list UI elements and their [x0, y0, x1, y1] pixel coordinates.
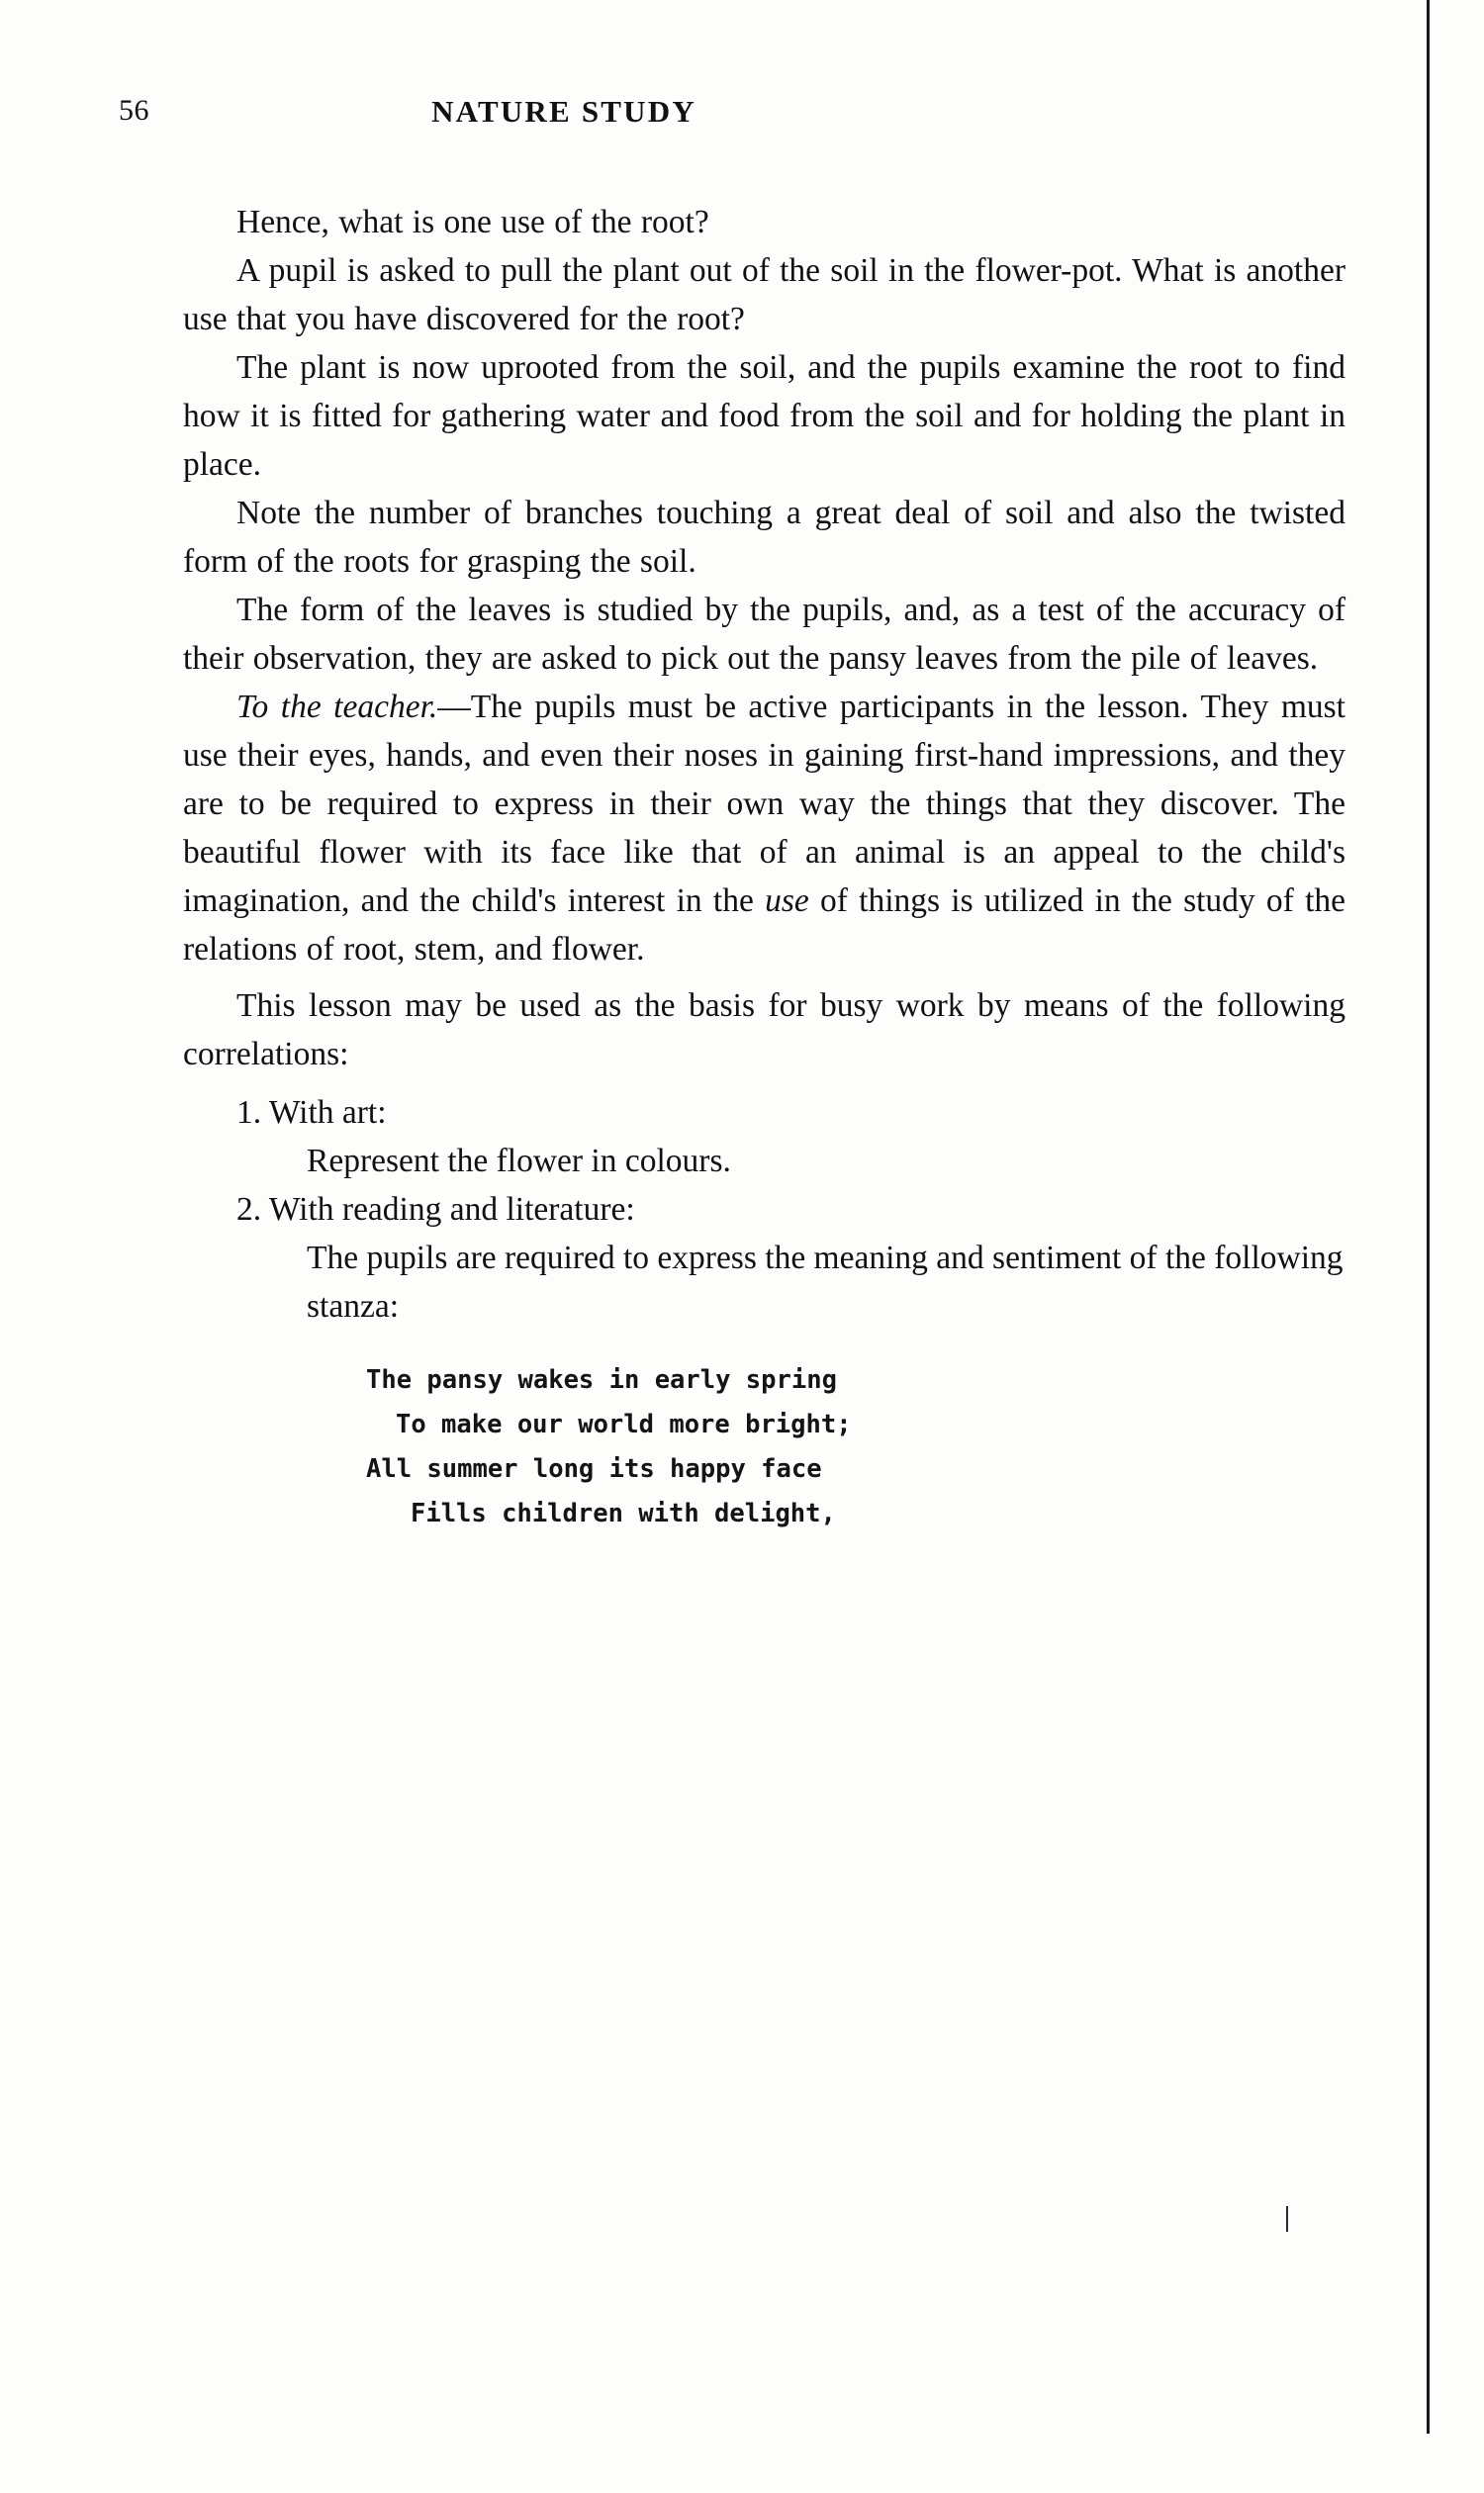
correlation-1-number: 1. With art: [236, 1094, 387, 1131]
correlations-list [183, 1088, 1345, 1331]
paragraph-spacer [183, 973, 1345, 981]
list-item [183, 1088, 1345, 1185]
page-edge-rule [1427, 0, 1430, 2434]
paragraph-5: The form of the leaves is studied by the pupils, and, as a test of the accuracy of their observation, they are asked to pick out the pansy leaves from the pile of leaves. [183, 592, 1345, 677]
verse-line-2: To make our world more bright; [396, 1410, 852, 1439]
correlation-2-text: The pupils are required to express the meaning and sentiment of the following stanza: [307, 1240, 1344, 1325]
paragraph-1: Hence, what is one use of the root? [236, 204, 709, 240]
verse-line-4: Fills children with delight, [411, 1499, 836, 1528]
verse-line-3: All summer long its happy face [366, 1454, 822, 1484]
paragraph-2: A pupil is asked to pull the plant out of the soil in the flower-pot. What is another use that you have discovered for the root? [183, 252, 1345, 337]
running-head: NATURE STUDY [431, 94, 696, 129]
emphasis-use: use [765, 882, 809, 919]
list-item [183, 1185, 1345, 1331]
verse-line-1: The pansy wakes in early spring [366, 1365, 837, 1395]
paragraph-6-to-the-teacher [183, 683, 1345, 973]
paragraph-6-part-1: —The pupils must be active participants in the lesson. They must use their eyes, hands, and even their noses in gaining first-hand impressions, and they are to be required to express in their own way the things that they discover. The beautiful flower with its face like that of an animal is an appeal to the child's imagination, and the child's interest in the [183, 689, 1345, 919]
page-footer-mark [1286, 2206, 1288, 2232]
paragraph-7: This lesson may be used as the basis for busy work by means of the following correlations: [183, 987, 1345, 1072]
verse-stanza [183, 1358, 1345, 1536]
body-text-column [183, 198, 1345, 1536]
correlation-1-text: Represent the flower in colours. [307, 1143, 731, 1179]
correlation-2-number: 2. With reading and literature: [236, 1191, 635, 1228]
page-number: 56 [119, 94, 149, 127]
paragraph-4: Note the number of branches touching a great deal of soil and also the twisted form of the roots for grasping the soil. [183, 495, 1345, 580]
paragraph-3: The plant is now uprooted from the soil, and the pupils examine the root to find how it is fitted for gathering water and food from the soil and for holding the plant in place. [183, 349, 1345, 483]
to-the-teacher-label: To the teacher. [236, 689, 438, 725]
page-header [119, 94, 1345, 134]
paragraph-6-part-2: of things is utilized in the study of the relations of root, stem, and flower. [183, 882, 1345, 968]
